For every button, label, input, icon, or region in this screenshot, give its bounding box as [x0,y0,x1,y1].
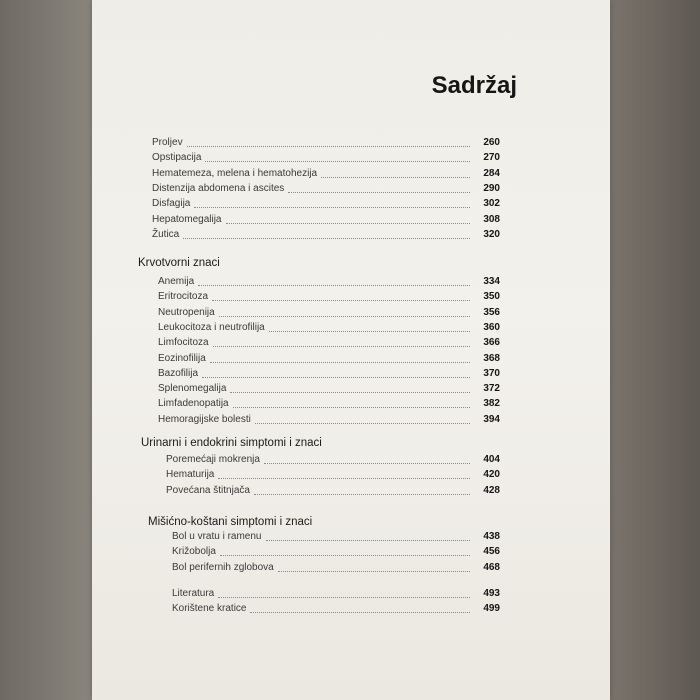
toc-entry-page-number: 270 [483,152,500,164]
dot-leader [202,377,470,378]
dot-leader [205,161,470,162]
dot-leader [264,463,470,464]
toc-entry [152,152,500,167]
toc-entry-label: Anemija [158,276,195,287]
toc-entry-page-number: 320 [483,228,500,240]
section-heading: Urinarni i endokrini simptomi i znaci [141,437,322,449]
toc-entry-label: Proljev [152,137,183,148]
dot-leader [255,423,470,424]
toc-entry [158,383,500,398]
toc-entry-page-number: 456 [483,546,500,558]
toc-entry-page-number: 370 [483,367,500,379]
toc-entry-page-number: 468 [483,561,500,573]
toc-entry [172,603,500,618]
toc-entry-page-number: 493 [483,588,500,599]
toc-entry [158,337,500,352]
background-right [610,0,700,700]
dot-leader [187,146,470,147]
toc-entry-page-number: 302 [483,198,500,210]
dot-leader [218,478,470,479]
toc-entry-page-number: 356 [483,306,500,318]
toc-entry-label: Hepatomegalija [152,213,222,225]
toc-entry [152,198,500,213]
toc-entry-page-number: 382 [483,398,500,410]
dot-leader [230,392,470,393]
toc-entry-page-number: 350 [483,291,500,303]
page-title: Sadržaj [431,72,517,99]
toc-entry [166,485,500,500]
toc-entry [158,291,500,306]
toc-entry [172,588,500,603]
toc-entry-label: Bol u vratu i ramenu [172,531,262,542]
toc-entry [172,531,500,546]
toc-entry [158,322,500,337]
toc-entry-page-number: 360 [483,321,500,333]
dot-leader [210,362,470,363]
dot-leader [266,540,471,541]
toc-entry [166,454,500,469]
toc-entry-label: Povećana štitnjača [166,484,250,496]
toc-entry-page-number: 334 [483,276,500,287]
toc-entry-page-number: 372 [483,383,500,395]
dot-leader [183,238,470,239]
toc-entry-label: Limfadenopatija [158,398,229,410]
toc-entry [152,214,500,229]
dot-leader [219,316,470,317]
toc-entry [158,307,500,322]
toc-entry-page-number: 308 [483,213,500,225]
toc-entry-label: Leukocitoza i neutrofilija [158,321,265,333]
dot-leader [194,207,470,208]
toc-entry-label: Hematemeza, melena i hematohezija [152,167,318,179]
toc-entry-label: Bazofilija [158,367,199,379]
toc-entry-page-number: 260 [483,137,500,148]
toc-entry-label: Neutropenija [158,306,215,318]
toc-entry-page-number: 290 [483,182,500,194]
dot-leader [218,597,470,598]
toc-entry-page-number: 499 [483,603,500,615]
toc-entry [158,398,500,413]
toc-entry-label: Eozinofilija [158,352,206,364]
toc-entry-label: Hematurija [166,469,215,481]
toc-entry-label: Hemoragijske bolesti [158,413,251,425]
section-heading: Krvotvorni znaci [138,257,220,269]
dot-leader [254,494,470,495]
dot-leader [233,407,470,408]
toc-entry [158,353,500,368]
toc-entry-label: Križobolja [172,546,216,558]
toc-entry [158,276,500,291]
dot-leader [288,192,470,193]
dot-leader [321,177,470,178]
dot-leader [220,555,470,556]
toc-entry-label: Distenzija abdomena i ascites [152,182,285,194]
toc-entry-page-number: 394 [483,413,500,425]
section-heading: Mišićno-koštani simptomi i znaci [148,516,313,528]
toc-entry-label: Opstipacija [152,152,202,164]
toc-entry-label: Korištene kratice [172,603,247,615]
toc-entry [172,546,500,561]
toc-entry [152,168,500,183]
toc-entry-page-number: 284 [483,167,500,179]
book-page [92,0,610,700]
toc-entry-label: Eritrocitoza [158,291,209,303]
toc-entry [158,414,500,429]
dot-leader [226,223,471,224]
dot-leader [212,300,470,301]
toc-entry-page-number: 428 [483,484,500,496]
toc-entry-page-number: 368 [483,352,500,364]
toc-entry-label: Literatura [172,588,215,599]
toc-entry-label: Bol perifernih zglobova [172,561,274,573]
dot-leader [250,612,470,613]
toc-entry [158,368,500,383]
toc-entry-label: Žutica [152,228,180,240]
toc-entry [152,137,500,152]
toc-entry-label: Splenomegalija [158,383,227,395]
toc-entry-page-number: 366 [483,337,500,349]
dot-leader [198,285,470,286]
dot-leader [213,346,470,347]
background-left [0,0,92,700]
toc-entry-page-number: 420 [483,469,500,481]
toc-entry-page-number: 404 [483,454,500,465]
toc-entry-label: Disfagija [152,198,191,210]
toc-entry [152,183,500,198]
dot-leader [278,571,470,572]
dot-leader [269,331,470,332]
toc-entry-label: Poremećaji mokrenja [166,454,260,465]
toc-entry [172,562,500,577]
toc-entry [166,469,500,484]
toc-entry-label: Limfocitoza [158,337,209,349]
toc-entry-page-number: 438 [483,531,500,542]
toc-entry [152,229,500,244]
